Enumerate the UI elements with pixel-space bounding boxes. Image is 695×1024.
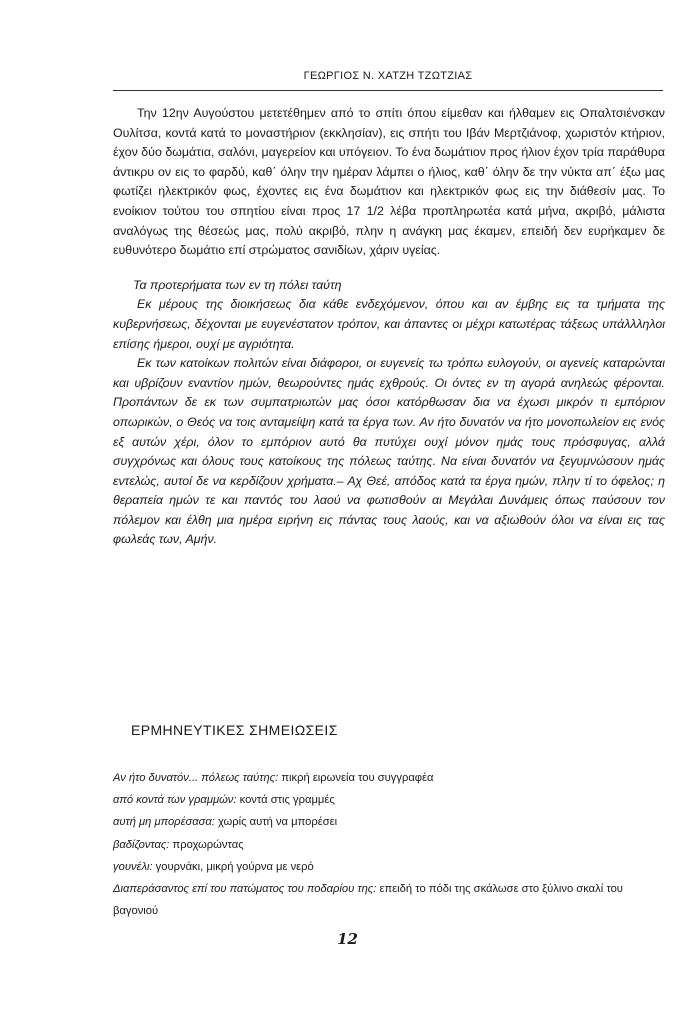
note-term: αυτή μη μπορέσασα:: [113, 816, 215, 829]
paragraph-2: Εκ μέρους της διοικήσεως δια κάθε ενδεχόμενον, όπου και αν έμβης εις τα τμήματα της κυβερνήσεως, δέχονται με ευγενέστατον τρόπον, και άπαντες οι μέχρι κατωτέρας τάξεως υπάλλληλοι επίσης ήμεροι, ουχί με αγριότητα.: [113, 297, 665, 351]
main-text: [113, 104, 665, 550]
header-rule: [113, 90, 663, 91]
note-item: [113, 811, 665, 833]
note-gloss: πικρή ειρωνεία του συγγραφέα: [278, 772, 434, 784]
note-gloss: γουρνάκι, μικρή γούρνα με νερό: [152, 860, 314, 873]
note-item: [113, 789, 665, 811]
note-item: [113, 878, 665, 900]
note-item: [113, 834, 665, 856]
paragraph-3: Εκ των κατοίκων πολιτών είναι διάφοροι, οι ευγενείς τω τρόπω ευλογούν, οι αγενείς καταρώνται και υβρίζουν εναντίον ημών, θεωρούντες ημάς εχθρούς. Οι όντες εν τη αγορά ανηλεώς φέρονται. Προπάντων δε εκ των συμπατριωτών μας όσοι κατόρθωσαν δια να έχωσι μικρόν τι εμπόριον οπωρικών, ο Θεός να τοις ανταμείψη κατά τα έργα των. Αν ήτο δυνατόν να ήτο μονοπωλείον εις ενός εξ αυτών χέρι, όλον το εμπόριον αυτό θα πυτύχει ουχί μόνον ημάς τους πρόσφυγας, αλλά συγχρόνως και όλους τους κατοίκους της πόλεως ταύτης. Να είναι δυνατόν να ξεγυμνώσουν ημάς εντελώς, αυτοί δε να κερδίζουν χρήματα.– Αχ Θεέ, απόδος κατά τα έργα ημών, πλην τί το όφελος; η θεραπεία ημών τε και παντός του λαού να φωτισθούν αι Μεγάλαι Δυνάμεις όπως παύσουν τον πόλεμον και έλθη μια ημέρα ειρήνη εις πάντας τους λαούς, και να αξιωθούν όλοι να είναι εις τας φωλεάς των, Αμήν.: [113, 356, 665, 547]
page-number: 12: [337, 930, 358, 948]
notes-title: ΕΡΜΗΝΕΥΤΙΚΕΣ ΣΗΜΕΙΩΣΕΙΣ: [131, 722, 338, 738]
note-term: γουνέλι:: [113, 860, 153, 873]
note-term: βαδίζοντας:: [113, 838, 170, 851]
note-gloss: χωρίς αυτή να μπορέσει: [214, 816, 338, 829]
note-gloss: προχωρώντας: [169, 838, 244, 851]
paragraph-1: Την 12ην Αυγούστου μετετέθημεν από το σπίτι όπου είμεθαν και ήλθαμεν εις Οπαλτσιένσκαν Ουλίτσα, κοντά κατά το μοναστήριον (εκκλησίαν), εις σπήτι του Ιβάν Μερτζιάνοφ, χωριστόν κτήριον, έχον δύο δωμάτια, σαλόνι, μαγερείον και υπόγειον. Το ένα δωμάτιον προς ήλιον έχον τρία παράθυρα άντικρυ ον εις το φαρδύ, καθ΄ όλην την ημέραν λάμπει ο ήλιος, καθ΄ όλην δε την νύκτα απ΄ έξω μας φωτίζει ηλεκτρικόν φως, έχοντες εις ένα δωμάτιον και ηλεκτρικόν φως εις την διάθεσίν μας. Το ενοίκιον τούτου του σπητίου είναι προς 17 1/2 λέβα προπληρωτέα κατά μήνα, ακριβό, μάλιστα αναλόγως της θέσεώς μας, πολύ ακριβό, πλην η ανάγκη μας έκαμεν, επειδή δεν ευρήκαμεν δε ευθυνότερο δωμάτιο επί στρώματος σανιδίων, χάριν υγείας.: [113, 106, 665, 258]
note-gloss: κοντά στις γραμμές: [236, 794, 335, 807]
section-heading: Τα προτερήματα των εν τη πόλει ταύτη: [133, 277, 342, 292]
running-header: ΓΕΩΡΓΙΟΣ Ν. ΧΑΤΖΗ ΤΖΩΤΖΙΑΣ: [303, 70, 473, 82]
notes-list: [113, 767, 665, 922]
note-continuation: βαγονιού: [113, 905, 159, 918]
note-term: Αν ήτο δυνατόν... πόλεως ταύτης:: [113, 772, 279, 784]
note-term: από κοντά των γραμμών:: [113, 794, 237, 807]
note-term: Διαπεράσαντος επί του πατώματος του ποδαρίου της:: [113, 883, 377, 896]
note-item: [113, 856, 665, 878]
note-gloss: επειδή το πόδι της σκάλωσε στο ξύλινο σκαλί του: [376, 883, 623, 896]
note-item: [113, 767, 665, 789]
